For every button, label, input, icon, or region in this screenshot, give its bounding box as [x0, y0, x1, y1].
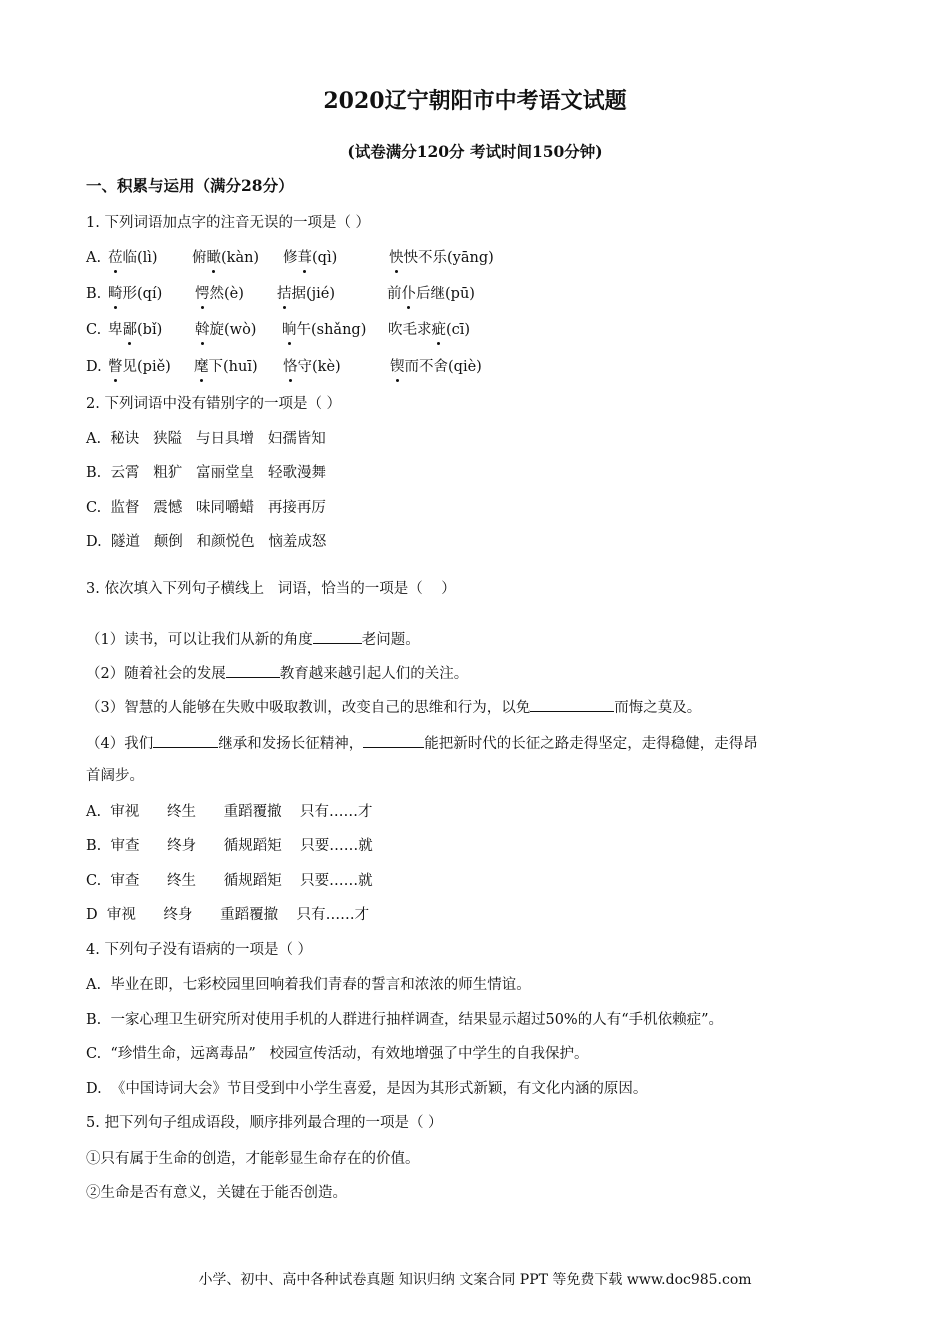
text: 见(piě) [122, 359, 171, 375]
text: 形(qí) [122, 286, 163, 302]
text: （3）智慧的人能够在失败中吸取教训，改变自己的思维和行为，以免 [86, 700, 531, 716]
text: 前 [387, 286, 402, 302]
text: 继承和发扬长征精神， [218, 736, 364, 752]
option-label: C. [86, 322, 102, 338]
text: 而悔之莫及。 [614, 700, 702, 716]
option-label: B. [86, 286, 102, 302]
text: 临(lì) [122, 250, 158, 266]
text: （4）我们 [86, 736, 154, 752]
q3-sentence-4 [86, 731, 758, 754]
dotted-char: 瞰 [206, 250, 221, 266]
text: 能把新时代的长征之路走得坚定，走得稳健，走得昂 [424, 736, 758, 752]
text: 守(kè) [297, 359, 341, 375]
text: 怏不乐(yāng) [403, 250, 494, 266]
dotted-char: 晌 [282, 322, 297, 338]
answer-blank [530, 695, 614, 712]
text: 而不舍(qiè) [404, 359, 482, 375]
dotted-char: 莅 [108, 250, 123, 266]
text: （2）随着社会的发展 [86, 666, 226, 682]
dotted-char: 葺 [297, 250, 312, 266]
answer-blank [313, 627, 362, 644]
text: (kàn) [221, 250, 260, 266]
text: 后继(pū) [416, 286, 475, 302]
section-heading: 一、积累与运用（满分28分） [86, 176, 294, 195]
text: (bǐ) [137, 322, 163, 338]
answer-blank [153, 731, 218, 748]
option-label: D. [86, 359, 102, 375]
q2-stem: 2. 下列词语中没有错别字的一项是（ ） [86, 396, 342, 412]
q4-option-d: D. 《中国诗词大会》节目受到中小学生喜爱，是因为其形式新颖，有文化内涵的原因。 [86, 1081, 648, 1097]
q3-sentence-3 [86, 695, 701, 718]
q3-sentence-2 [86, 661, 468, 684]
text: 俯 [192, 250, 207, 266]
dotted-char: 鄙 [122, 322, 137, 338]
dotted-char: 瞥 [108, 359, 123, 375]
q4-option-c: C. “珍惜生命，远离毒品” 校园宣传活动，有效地增强了中学生的自我保护。 [86, 1046, 589, 1062]
page-footer: 小学、初中、高中各种试卷真题 知识归纳 文案合同 PPT 等免费下载 www.doc985.com [198, 1272, 752, 1288]
text: 据(jié) [291, 286, 336, 302]
option-label: A. [86, 250, 102, 266]
q3-sentence-1 [86, 627, 420, 650]
dotted-char: 锲 [390, 359, 405, 375]
q2-option-b: B. 云霄 粗犷 富丽堂皇 轻歌漫舞 [86, 465, 326, 481]
q3-option-b: B. 审查 终身 循规蹈矩 只要……就 [86, 838, 373, 854]
q2-option-c: C. 监督 震憾 味同嚼蜡 再接再厉 [86, 500, 326, 516]
text: 卑 [108, 322, 123, 338]
q4-option-a: A. 毕业在即，七彩校园里回响着我们青春的誓言和浓浓的师生情谊。 [86, 977, 531, 993]
q3-option-a: A. 审视 终生 重蹈覆撤 只有……才 [86, 804, 373, 820]
text: 然(è) [209, 286, 244, 302]
exam-info: (试卷满分120分 考试时间150分钟) [347, 142, 603, 161]
text: 教育越来越引起人们的关注。 [279, 666, 469, 682]
dotted-char: 恪 [283, 359, 298, 375]
dotted-char: 怏 [389, 250, 404, 266]
text: 午(shǎng) [296, 322, 367, 338]
text: 下(huī) [208, 359, 258, 375]
text: 修 [283, 250, 298, 266]
q2-option-d: D. 隧道 颠倒 和颜悦色 恼羞成怒 [86, 534, 327, 550]
q3-stem: 3. 依次填入下列句子横线上 词语，恰当的一项是（ ） [86, 581, 456, 597]
page-title: 2020辽宁朝阳市中考语文试题 [323, 88, 627, 114]
q5-stem: 5. 把下列句子组成语段，顺序排列最合理的一项是（ ） [86, 1115, 443, 1131]
q3-option-d: D 审视 终身 重蹈覆撤 只有……才 [86, 907, 370, 923]
q3-option-c: C. 审查 终生 循规蹈矩 只要……就 [86, 873, 373, 889]
q3-sentence-4-cont: 首阔步。 [86, 768, 144, 784]
text: (cī) [446, 322, 471, 338]
q5-item-1: ①只有属于生命的创造，才能彰显生命存在的价值。 [86, 1151, 420, 1167]
dotted-char: 斡 [195, 322, 210, 338]
text: (qì) [312, 250, 338, 266]
dotted-char: 疵 [431, 322, 446, 338]
q4-stem: 4. 下列句子没有语病的一项是（ ） [86, 942, 313, 958]
dotted-char: 畸 [108, 286, 123, 302]
text: 旋(wò) [209, 322, 257, 338]
q5-item-2: ②生命是否有意义，关键在于能否创造。 [86, 1185, 347, 1201]
dotted-char: 愕 [195, 286, 210, 302]
dotted-char: 麾 [194, 359, 209, 375]
text: 吹毛求 [388, 322, 432, 338]
dotted-char: 拮 [277, 286, 292, 302]
q4-option-b: B. 一家心理卫生研究所对使用手机的人群进行抽样调查，结果显示超过50%的人有“手机依赖症”。 [86, 1012, 724, 1028]
text: 老问题。 [361, 632, 420, 648]
answer-blank [363, 731, 424, 748]
q1-stem: 1. 下列词语加点字的注音无误的一项是（ ） [86, 215, 371, 231]
text: （1）读书，可以让我们从新的角度 [86, 632, 313, 648]
q2-option-a: A. 秘诀 狭隘 与日具增 妇孺皆知 [86, 431, 326, 447]
answer-blank [226, 661, 280, 678]
dotted-char: 仆 [401, 286, 416, 302]
